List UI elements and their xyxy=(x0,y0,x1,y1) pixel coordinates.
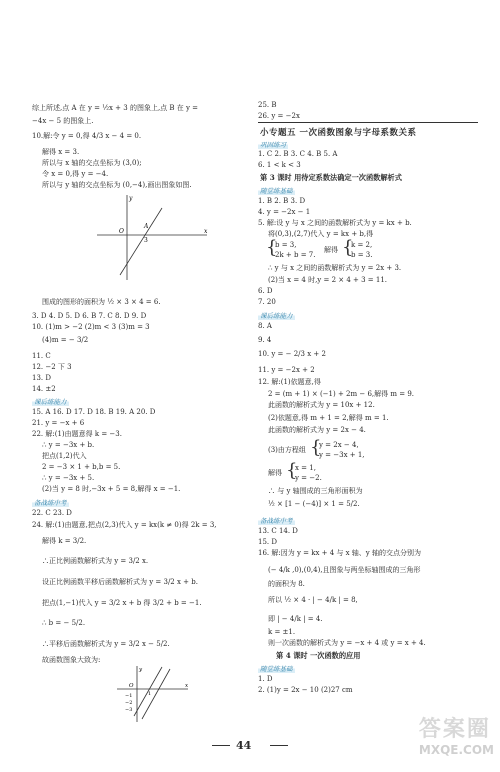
text-line: 即 | − 4/k | = 4. xyxy=(268,615,323,623)
text-line: 10. (1)m > −2 (2)m < 3 (3)m = 3 xyxy=(32,323,150,331)
text-line: 25. B xyxy=(258,101,277,109)
text-line: 11. C xyxy=(32,352,51,360)
text-line: 8. A xyxy=(258,322,272,330)
section-label: 课后练能力 xyxy=(34,398,67,406)
graph-y-label: y xyxy=(129,195,133,202)
text-line: 解得 xyxy=(324,246,338,254)
section-label: 随堂练基础 xyxy=(260,187,293,195)
text-line: 13. D xyxy=(32,374,51,382)
text-line: (4)m = − 3/2 xyxy=(42,336,89,344)
page-number-rule xyxy=(212,745,230,746)
text-line: 4. y = −2x − 1 xyxy=(258,208,311,216)
divider xyxy=(258,122,478,123)
text-line: 令 x = 0,得 y = −4. xyxy=(42,170,109,178)
text-line: 12. 解:(1)依题意,得 xyxy=(258,378,321,386)
text-line: 所以与 x 轴的交点坐标为 (3,0); xyxy=(42,159,142,167)
text-line: 此函数的解析式为 y = 2x − 4. xyxy=(268,426,366,434)
graph-x-label: x xyxy=(204,228,208,235)
text-line: (2)当 y = 8 时,−3x + 5 = 8,解得 x = −1. xyxy=(42,485,181,493)
text-line: 的面积为 8. xyxy=(268,580,305,588)
watermark-logo: 答案圈 xyxy=(418,717,491,742)
section-label: 备战练中考 xyxy=(260,517,293,525)
lesson-heading: 第 4 课时 一次函数的应用 xyxy=(276,651,361,660)
text-line: (2)当 x = 4 时,y = 2 × 4 + 3 = 11. xyxy=(268,276,388,284)
section-label: 备战练中考 xyxy=(34,499,67,507)
text-line: 围成的图形的面积为 ½ × 3 × 4 = 6. xyxy=(42,298,161,306)
watermark-url: MXQE.COM xyxy=(418,743,494,757)
text-line: 22. 解:(1)由题意得 k = −3. xyxy=(32,430,122,438)
text-line: ½ × [1 − (−4)] × 1 = 5/2. xyxy=(268,500,360,508)
text-line: 11. y = −2x + 2 xyxy=(258,366,315,374)
graph2-origin-label: O xyxy=(129,683,134,689)
text-line: 13. C 14. D xyxy=(258,527,298,535)
text-line: 综上所述,点 A 在 y = ½x + 3 的图象上,点 B 在 y = xyxy=(32,104,199,112)
brace-symbol: { xyxy=(286,460,298,481)
text-line: 故函数图象大致为: xyxy=(42,656,101,664)
text-line: 2k + b = 7. xyxy=(275,251,316,259)
text-line: 所以与 y 轴的交点坐标为 (0,−4),画出图象如图. xyxy=(42,181,192,189)
text-line: −4x − 5 的图象上. xyxy=(32,117,94,125)
text-line: y = −3x + 1, xyxy=(319,451,365,459)
text-line: 6. 1 < k < 3 xyxy=(258,161,301,169)
text-line: ∴ 与 y 轴围成的三角形面积为 xyxy=(268,487,363,495)
brace-symbol: { xyxy=(342,237,354,258)
text-line: 10.解:令 y = 0,得 4/3 x − 4 = 0. xyxy=(32,132,142,140)
watermark xyxy=(419,712,494,757)
text-line: (− 4/k ,0),(0,4),且图象与两坐标轴围成的三角形 xyxy=(268,566,421,574)
graph2-y-label: y xyxy=(139,667,143,673)
text-line: 2. (1)y = 2x − 10 (2)27 cm xyxy=(258,686,353,694)
brace-symbol: { xyxy=(266,237,278,258)
text-line: 则一次函数的解析式为 y = −x + 4 或 y = x + 4. xyxy=(268,639,426,647)
text-line: 解得 x = 3. xyxy=(42,148,80,156)
text-line: 2 = −3 × 1 + b,b = 5. xyxy=(42,463,121,471)
text-line: (3)由方程组 xyxy=(268,446,306,454)
text-line: 6. D xyxy=(258,287,273,295)
graph2-tick-label: −1 xyxy=(125,693,133,699)
text-line: 22. C 23. D xyxy=(32,509,72,517)
text-line: 9. 4 xyxy=(258,336,272,344)
text-line: 把点(1,2)代入 xyxy=(42,452,87,460)
graph-x-intercept-label: 3 xyxy=(144,237,148,244)
graph-origin-label: O xyxy=(119,228,124,235)
text-line: 26. y = −2x xyxy=(258,112,300,120)
text-line: 15. A 16. D 17. D 18. B 19. A 20. D xyxy=(32,408,156,416)
section-label: 巩固练习 xyxy=(260,141,286,149)
text-line: (2)依题意,得 m + 1 = 2,解得 m = 1. xyxy=(268,414,389,422)
text-line: ∴ y = −3x + b. xyxy=(42,441,95,449)
brace-symbol: { xyxy=(310,437,322,458)
text-line: ∴ y = −3x + 5. xyxy=(42,474,95,482)
graph2-tick-label: −2 xyxy=(125,700,133,706)
text-line: 把点(1,−1)代入 y = 3/2 x + b 得 3/2 + b = −1. xyxy=(42,599,202,607)
text-line: b = 3. xyxy=(351,251,373,259)
text-line: 解得 xyxy=(268,469,282,477)
graph2-x-label: x xyxy=(185,683,189,689)
text-line: 12. −2 下 3 xyxy=(32,363,72,371)
text-line: 将(0,3),(2,7)代入 y = kx + b,得 xyxy=(268,230,374,238)
text-line: 解得 k = 3/2. xyxy=(42,537,87,545)
graph2-tick-label: −3 xyxy=(125,707,133,713)
text-line: 1. B 2. B 3. D xyxy=(258,197,306,205)
text-line: ∴正比例函数解析式为 y = 3/2 x. xyxy=(42,557,149,565)
graph2-tick-label: 1 xyxy=(148,691,152,697)
text-line: 10. y = − 2/3 x + 2 xyxy=(258,350,326,358)
text-line: 16. 解:因为 y = kx + 4 与 x 轴、y 轴的交点分别为 xyxy=(258,549,421,557)
text-line: x = 1, xyxy=(295,464,316,472)
text-line: ∴ y 与 x 之间的函数解析式为 y = 2x + 3. xyxy=(268,264,402,272)
text-line: 设正比例函数平移后函数解析式为 y = 3/2 x + b. xyxy=(42,578,198,586)
graph-point-a-label: A xyxy=(144,223,149,230)
page-number-rule xyxy=(270,745,288,746)
text-line: b = 3, xyxy=(275,241,297,249)
text-line: ∴平移后函数解析式为 y = 3/2 x − 5/2. xyxy=(42,640,170,648)
text-line: y = 2x − 4, xyxy=(319,441,359,449)
text-line: ∴ b = − 5/2. xyxy=(42,619,86,627)
text-line: 15. D xyxy=(258,538,277,546)
line-graph-figure xyxy=(92,192,212,282)
section-label: 随堂练基础 xyxy=(260,665,293,673)
text-line: 24. 解:(1)由题意,把点(2,3)代入 y = kx(k ≠ 0)得 2k = 3, xyxy=(32,521,217,529)
section-label: 课后练能力 xyxy=(260,312,293,320)
text-line: 所以 ½ × 4 · | − 4/k | = 8, xyxy=(268,596,358,604)
text-line: k = 2, xyxy=(351,241,373,249)
text-line: 21. y = −x + 6 xyxy=(32,419,85,427)
text-line: 此函数的解析式为 y = 10x + 12. xyxy=(268,401,375,409)
text-line: 1. C 2. B 3. C 4. B 5. A xyxy=(258,150,338,158)
lesson-heading: 第 3 课时 用待定系数法确定一次函数解析式 xyxy=(260,173,402,182)
text-line: 14. ±2 xyxy=(32,385,56,393)
text-line: 3. D 4. D 5. D 6. B 7. C 8. D 9. D xyxy=(32,312,147,320)
text-line: 7. 20 xyxy=(258,298,276,306)
text-line: k = ±1. xyxy=(268,628,296,636)
section-heading: 小专题五 一次函数图象与字母系数关系 xyxy=(260,128,417,138)
text-line: 1. D xyxy=(258,675,273,683)
page-number: 44 xyxy=(236,739,252,752)
translated-line-figure xyxy=(112,664,192,724)
text-line: y = −2. xyxy=(295,474,322,482)
text-line: 5. 解:设 y 与 x 之间的函数解析式为 y = kx + b. xyxy=(258,219,412,227)
text-line: 2 = (m + 1) × (−1) + 2m − 6,解得 m = 9. xyxy=(268,390,414,398)
